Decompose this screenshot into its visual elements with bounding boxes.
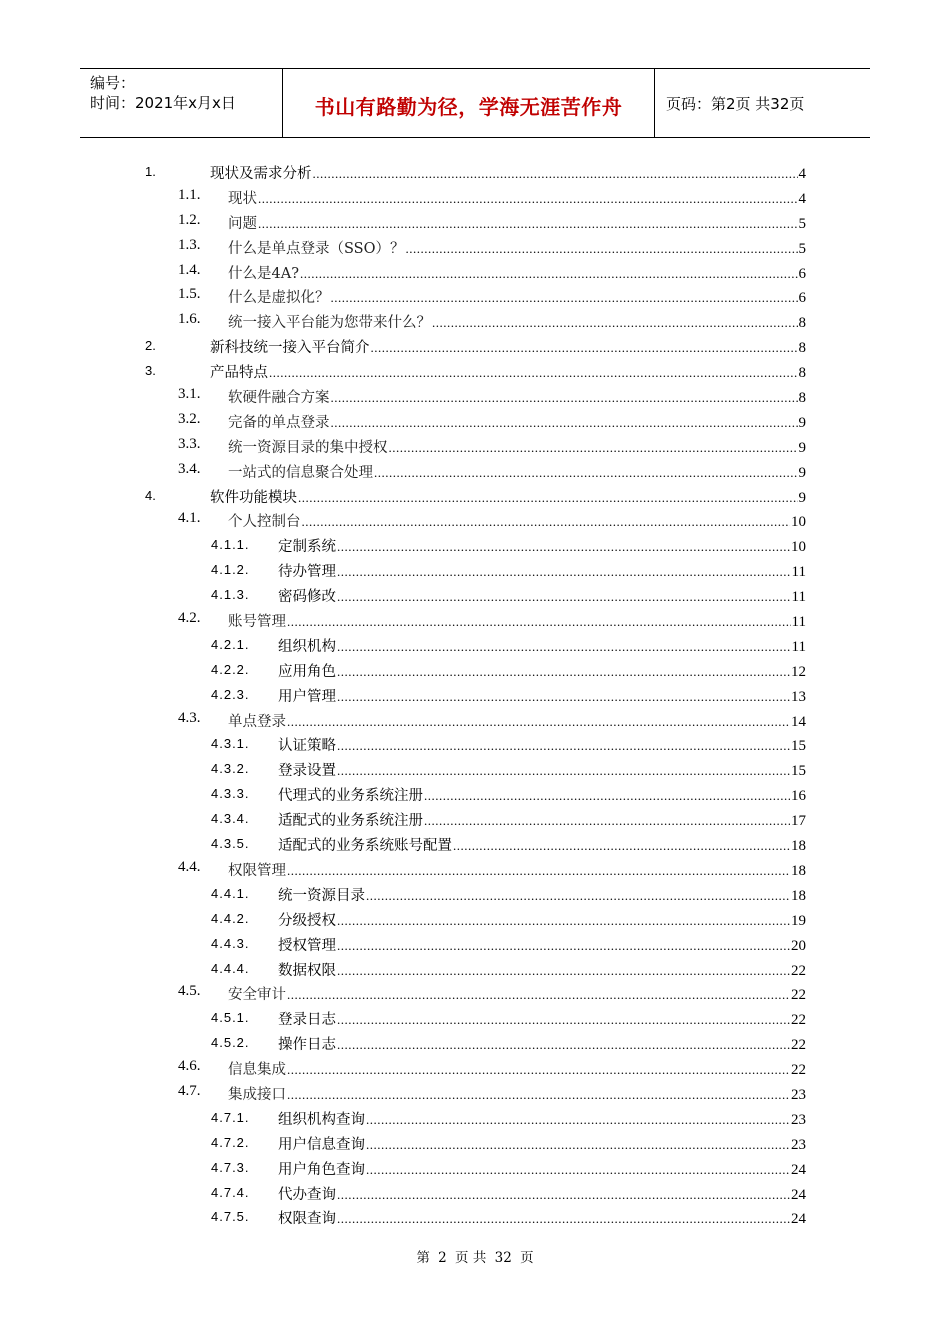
toc-entry-line — [228, 710, 806, 731]
toc-entry-line — [228, 311, 806, 332]
toc-entry[interactable] — [0, 782, 950, 807]
toc-entry-page: 5 — [798, 215, 806, 232]
toc-entry-line — [278, 959, 806, 980]
toc-entry[interactable] — [0, 757, 950, 782]
toc-entry-number: 4.1.2. — [211, 562, 250, 578]
toc-entry-title: 登录日志 — [278, 1012, 336, 1029]
toc-entry[interactable] — [0, 210, 950, 235]
toc-entry-title: 认证策略 — [278, 738, 336, 755]
toc-entry-number: 4.3.5. — [211, 836, 250, 852]
toc-entry-number: 4.1. — [178, 510, 201, 527]
toc-entry-number: 4.7.1. — [211, 1109, 250, 1125]
toc-dot-leader — [366, 888, 790, 904]
toc-entry-number: 4.3.4. — [211, 811, 250, 827]
toc-entry-line — [228, 411, 806, 432]
toc-entry[interactable] — [0, 633, 950, 658]
toc-entry-page: 9 — [798, 414, 806, 431]
toc-entry-page: 10 — [791, 514, 806, 531]
toc-entry[interactable] — [0, 732, 950, 757]
toc-dot-leader — [337, 639, 791, 655]
toc-entry-line — [278, 809, 806, 830]
toc-entry[interactable] — [0, 1156, 950, 1181]
toc-entry-line — [278, 734, 806, 755]
toc-entry-title: 一站式的信息聚合处理 — [228, 464, 373, 481]
toc-entry-title: 待办管理 — [278, 564, 336, 581]
toc-entry-title: 完备的单点登录 — [228, 414, 330, 431]
toc-entry[interactable] — [0, 608, 950, 633]
toc-entry[interactable] — [0, 857, 950, 882]
toc-entry-page: 17 — [791, 813, 806, 830]
toc-dot-leader — [313, 166, 798, 182]
toc-entry-page: 11 — [791, 589, 806, 606]
toc-dot-leader — [337, 564, 791, 580]
toc-entry-number: 1.2. — [178, 211, 201, 228]
toc-dot-leader — [337, 539, 790, 555]
toc-entry-page: 24 — [791, 1161, 806, 1178]
toc-entry-page: 22 — [791, 962, 806, 979]
toc-entry-title: 个人控制台 — [228, 514, 301, 531]
toc-entry-line — [228, 286, 806, 307]
toc-entry-line — [278, 660, 806, 681]
toc-entry-page: 24 — [791, 1211, 806, 1228]
toc-entry-title: 代办查询 — [278, 1186, 336, 1203]
toc-dot-leader — [287, 714, 790, 730]
toc-entry[interactable] — [0, 882, 950, 907]
toc-entry[interactable] — [0, 1006, 950, 1031]
toc-entry-line — [228, 983, 806, 1004]
toc-entry-line — [278, 1033, 806, 1054]
toc-entry-line — [278, 1133, 806, 1154]
toc-entry-title: 权限查询 — [278, 1211, 336, 1228]
toc-dot-leader — [453, 838, 790, 854]
toc-dot-leader — [424, 788, 790, 804]
toc-dot-leader — [287, 1062, 790, 1078]
toc-entry-line — [228, 436, 806, 457]
toc-entry-line — [210, 361, 806, 382]
toc-entry-page: 23 — [791, 1086, 806, 1103]
toc-entry[interactable] — [0, 658, 950, 683]
toc-entry-number: 4.3.3. — [211, 786, 250, 802]
header-page-info: 页码：第2页 共32页 — [666, 95, 805, 113]
toc-entry-page: 18 — [791, 887, 806, 904]
toc-entry-line — [210, 486, 806, 507]
toc-entry-number: 4.2.3. — [211, 686, 250, 702]
toc-entry-title: 代理式的业务系统注册 — [278, 788, 423, 805]
toc-entry[interactable] — [0, 334, 950, 359]
toc-entry-title: 统一资源目录 — [278, 887, 365, 904]
toc-entry-title: 产品特点 — [210, 365, 268, 382]
toc-entry-line — [228, 859, 806, 880]
toc-entry-title: 分级授权 — [278, 912, 336, 929]
toc-entry-number: 4.5. — [178, 983, 201, 1000]
toc-entry-page: 9 — [798, 489, 806, 506]
toc-entry[interactable] — [0, 508, 950, 533]
toc-entry[interactable] — [0, 434, 950, 459]
toc-dot-leader — [337, 589, 791, 605]
toc-entry-number: 2. — [145, 338, 156, 354]
toc-entry-page: 4 — [798, 166, 806, 182]
toc-entry-number: 1.1. — [178, 186, 201, 203]
footer-total-pages: 32 — [494, 1250, 512, 1266]
toc-entry-page: 10 — [791, 539, 806, 556]
toc-entry-line — [210, 336, 806, 357]
header-meta — [90, 73, 236, 113]
toc-entry-title: 用户信息查询 — [278, 1136, 365, 1153]
toc-entry-page: 15 — [791, 738, 806, 755]
toc-entry-number: 1.6. — [178, 311, 201, 328]
toc-entry-title: 安全审计 — [228, 987, 286, 1004]
toc-entry[interactable] — [0, 1131, 950, 1156]
toc-entry-page: 22 — [791, 987, 806, 1004]
toc-entry[interactable] — [0, 459, 950, 484]
toc-entry[interactable] — [0, 384, 950, 409]
footer-prefix: 第 — [416, 1250, 430, 1266]
toc-entry-number: 3.1. — [178, 386, 201, 403]
toc-entry-title: 软硬件融合方案 — [228, 390, 330, 407]
toc-entry-title: 现状及需求分析 — [210, 166, 312, 182]
toc-entry-page: 22 — [791, 1037, 806, 1054]
toc-entry-line — [228, 610, 806, 631]
toc-entry-title: 用户角色查询 — [278, 1161, 365, 1178]
toc-dot-leader — [337, 689, 790, 705]
toc-entry-title: 操作日志 — [278, 1037, 336, 1054]
toc-dot-leader — [331, 390, 798, 406]
toc-entry-line — [278, 560, 806, 581]
footer-page-number: 2 — [438, 1250, 447, 1266]
toc-dot-leader — [366, 1137, 790, 1153]
toc-entry-title: 密码修改 — [278, 589, 336, 606]
table-of-contents — [0, 160, 950, 1230]
toc-entry[interactable] — [0, 708, 950, 733]
toc-entry[interactable] — [0, 683, 950, 708]
toc-entry-line — [278, 884, 806, 905]
toc-entry-title: 什么是虚拟化？ — [228, 290, 330, 307]
header-motto: 书山有路勤为径，学海无涯苦作舟 — [314, 95, 623, 119]
toc-entry-page: 18 — [791, 838, 806, 855]
toc-dot-leader — [298, 490, 798, 506]
toc-entry-page: 11 — [791, 564, 806, 581]
toc-entry-line — [278, 1207, 806, 1228]
toc-entry[interactable] — [0, 957, 950, 982]
toc-entry[interactable] — [0, 359, 950, 384]
toc-entry-number: 4.4.2. — [211, 910, 250, 926]
toc-entry[interactable] — [0, 932, 950, 957]
toc-entry-line — [210, 162, 806, 183]
toc-entry-page: 8 — [798, 390, 806, 407]
toc-entry-number: 3.3. — [178, 435, 201, 452]
toc-entry-page: 8 — [798, 340, 806, 357]
toc-entry[interactable] — [0, 533, 950, 558]
footer-suffix: 页 — [520, 1250, 534, 1266]
toc-entry-line — [278, 1108, 806, 1129]
toc-entry-number: 4.1.1. — [211, 537, 250, 553]
page-header — [80, 68, 870, 138]
toc-entry-number: 4. — [145, 487, 156, 503]
toc-entry[interactable] — [0, 1106, 950, 1131]
toc-entry-number: 4.2.1. — [211, 636, 250, 652]
toc-entry[interactable] — [0, 260, 950, 285]
toc-entry-title: 权限管理 — [228, 862, 286, 879]
toc-entry[interactable] — [0, 284, 950, 309]
toc-dot-leader — [337, 664, 790, 680]
page-footer — [0, 1246, 950, 1266]
toc-entry-line — [278, 759, 806, 780]
toc-entry[interactable] — [0, 309, 950, 334]
toc-entry-page: 8 — [798, 365, 806, 382]
toc-entry-line — [278, 834, 806, 855]
toc-dot-leader — [337, 913, 790, 929]
toc-entry-page: 22 — [791, 1012, 806, 1029]
toc-entry-title: 新科技统一接入平台简介 — [210, 340, 370, 357]
toc-dot-leader — [371, 340, 798, 356]
toc-entry-number: 4.4.1. — [211, 885, 250, 901]
toc-entry-title: 适配式的业务系统账号配置 — [278, 838, 452, 855]
toc-entry[interactable] — [0, 907, 950, 932]
toc-entry-title: 信息集成 — [228, 1062, 286, 1079]
toc-entry-title: 适配式的业务系统注册 — [278, 813, 423, 830]
header-time-label: 时间：2021年x月x日 — [90, 94, 236, 112]
toc-entry-page: 20 — [791, 937, 806, 954]
toc-entry-line — [278, 934, 806, 955]
toc-entry-title: 问题 — [228, 215, 257, 232]
toc-entry-page: 16 — [791, 788, 806, 805]
toc-entry-title: 组织机构 — [278, 638, 336, 655]
toc-entry-line — [278, 585, 806, 606]
toc-entry-title: 什么是4A? — [228, 265, 299, 282]
toc-dot-leader — [374, 465, 798, 481]
toc-entry-title: 统一资源目录的集中授权 — [228, 439, 388, 456]
toc-entry-title: 软件功能模块 — [210, 489, 297, 506]
toc-entry-page: 6 — [798, 265, 806, 282]
toc-entry-title: 现状 — [228, 190, 257, 207]
toc-entry-page: 23 — [791, 1111, 806, 1128]
toc-entry[interactable] — [0, 1056, 950, 1081]
toc-entry-line — [228, 212, 806, 233]
toc-entry-line — [228, 1083, 806, 1104]
toc-entry[interactable] — [0, 235, 950, 260]
toc-dot-leader — [337, 738, 790, 754]
toc-entry[interactable] — [0, 1205, 950, 1230]
toc-entry-number: 4.3. — [178, 709, 201, 726]
toc-entry-number: 4.2.2. — [211, 661, 250, 677]
toc-entry-number: 3.4. — [178, 460, 201, 477]
toc-entry-title: 数据权限 — [278, 962, 336, 979]
toc-entry-page: 22 — [791, 1062, 806, 1079]
toc-entry-page: 11 — [791, 638, 806, 655]
toc-entry-title: 登录设置 — [278, 763, 336, 780]
footer-middle: 页 共 — [455, 1250, 487, 1266]
toc-dot-leader — [258, 216, 798, 232]
toc-entry-number: 4.7.2. — [211, 1134, 250, 1150]
toc-entry-title: 什么是单点登录（SSO）？ — [228, 240, 405, 257]
toc-entry-page: 19 — [791, 912, 806, 929]
toc-entry-title: 用户管理 — [278, 688, 336, 705]
toc-entry-number: 4.3.2. — [211, 761, 250, 777]
toc-entry-number: 4.4. — [178, 858, 201, 875]
toc-entry-page: 14 — [791, 713, 806, 730]
toc-entry-line — [278, 1183, 806, 1204]
toc-dot-leader — [331, 415, 798, 431]
toc-dot-leader — [337, 1211, 790, 1227]
toc-dot-leader — [432, 315, 798, 331]
toc-entry[interactable] — [0, 1031, 950, 1056]
header-code-label: 编号： — [90, 74, 136, 92]
toc-entry-number: 4.6. — [178, 1058, 201, 1075]
toc-entry-page: 12 — [791, 663, 806, 680]
toc-entry-line — [278, 1158, 806, 1179]
toc-entry-line — [228, 262, 806, 283]
toc-dot-leader — [337, 938, 790, 954]
toc-entry-number: 1.4. — [178, 261, 201, 278]
toc-entry[interactable] — [0, 558, 950, 583]
toc-entry[interactable] — [0, 484, 950, 509]
toc-entry-page: 4 — [798, 190, 806, 207]
toc-entry[interactable] — [0, 1181, 950, 1206]
toc-entry-line — [278, 535, 806, 556]
toc-entry[interactable] — [0, 832, 950, 857]
toc-entry-line — [228, 237, 806, 258]
toc-entry-title: 统一接入平台能为您带来什么？ — [228, 315, 431, 332]
toc-dot-leader — [406, 241, 798, 257]
toc-entry-number: 4.7.5. — [211, 1209, 250, 1225]
toc-entry-page: 8 — [798, 315, 806, 332]
toc-entry-title: 授权管理 — [278, 937, 336, 954]
toc-entry-page: 24 — [791, 1186, 806, 1203]
toc-entry-line — [228, 386, 806, 407]
toc-entry-line — [228, 461, 806, 482]
toc-entry-number: 4.7.4. — [211, 1184, 250, 1200]
toc-entry-number: 1. — [145, 164, 156, 179]
toc-entry-page: 11 — [791, 614, 806, 631]
toc-entry[interactable] — [0, 981, 950, 1006]
toc-entry[interactable] — [0, 583, 950, 608]
toc-dot-leader — [269, 365, 798, 381]
toc-dot-leader — [366, 1162, 790, 1178]
toc-entry-number: 4.3.1. — [211, 736, 250, 752]
toc-entry-number: 4.7. — [178, 1082, 201, 1099]
toc-entry-number: 4.7.3. — [211, 1159, 250, 1175]
toc-entry[interactable] — [0, 1081, 950, 1106]
toc-entry-line — [278, 1008, 806, 1029]
toc-entry-page: 9 — [798, 439, 806, 456]
toc-entry-page: 15 — [791, 763, 806, 780]
toc-entry-number: 4.4.4. — [211, 960, 250, 976]
toc-entry-page: 18 — [791, 862, 806, 879]
toc-entry-number: 1.5. — [178, 286, 201, 303]
toc-dot-leader — [331, 290, 798, 306]
toc-entry-page: 13 — [791, 688, 806, 705]
toc-dot-leader — [287, 863, 790, 879]
toc-entry-line — [278, 635, 806, 656]
toc-dot-leader — [302, 514, 791, 530]
toc-entry-number: 4.1.3. — [211, 587, 250, 603]
toc-dot-leader — [337, 1037, 790, 1053]
toc-dot-leader — [389, 440, 798, 456]
toc-dot-leader — [337, 963, 790, 979]
toc-entry-number: 4.2. — [178, 610, 201, 627]
toc-entry-number: 4.5.1. — [211, 1010, 250, 1026]
toc-entry[interactable] — [0, 409, 950, 434]
toc-entry-number: 1.3. — [178, 236, 201, 253]
header-divider — [654, 69, 655, 137]
toc-dot-leader — [258, 191, 798, 207]
toc-entry-number: 4.5.2. — [211, 1035, 250, 1051]
toc-dot-leader — [287, 987, 790, 1003]
toc-entry-line — [278, 685, 806, 706]
toc-entry-page: 9 — [798, 464, 806, 481]
toc-dot-leader — [287, 614, 791, 630]
toc-entry-number: 3.2. — [178, 410, 201, 427]
toc-dot-leader — [287, 1087, 790, 1103]
toc-entry-page: 5 — [798, 240, 806, 257]
toc-entry-line — [228, 187, 806, 208]
toc-dot-leader — [337, 1187, 790, 1203]
toc-entry-title: 单点登录 — [228, 713, 286, 730]
toc-dot-leader — [337, 1012, 790, 1028]
toc-dot-leader — [337, 763, 790, 779]
toc-entry-line — [278, 784, 806, 805]
toc-entry-title: 应用角色 — [278, 663, 336, 680]
toc-entry-page: 23 — [791, 1136, 806, 1153]
toc-entry-title: 集成接口 — [228, 1086, 286, 1103]
toc-dot-leader — [300, 266, 798, 282]
toc-dot-leader — [366, 1112, 790, 1128]
toc-dot-leader — [424, 813, 790, 829]
toc-entry[interactable] — [0, 807, 950, 832]
toc-entry-title: 组织机构查询 — [278, 1111, 365, 1128]
toc-entry-number: 4.4.3. — [211, 935, 250, 951]
toc-entry-number: 3. — [145, 363, 156, 379]
toc-entry-line — [278, 909, 806, 930]
toc-entry-page: 6 — [798, 290, 806, 307]
toc-entry[interactable] — [0, 185, 950, 210]
toc-entry-title: 账号管理 — [228, 614, 286, 631]
toc-entry-title: 定制系统 — [278, 539, 336, 556]
toc-entry-line — [228, 510, 806, 531]
toc-entry-line — [228, 1058, 806, 1079]
toc-entry[interactable] — [0, 160, 950, 185]
